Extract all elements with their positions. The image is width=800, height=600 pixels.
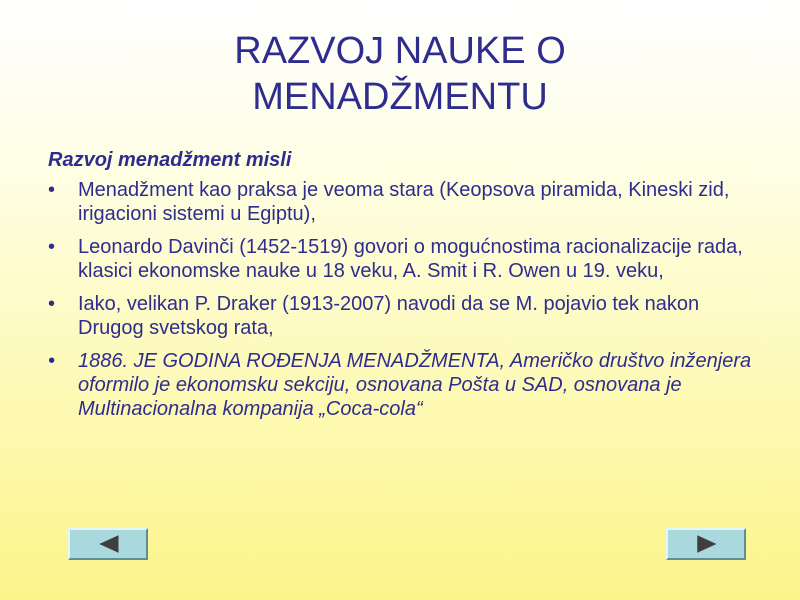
left-arrow-icon: [70, 530, 146, 558]
bullet-dot-icon: •: [48, 236, 56, 258]
slide-content: [48, 146, 768, 430]
slide-subheading: Razvoj menadžment misli: [48, 149, 292, 171]
next-slide-button[interactable]: [666, 528, 746, 560]
bullet-dot-icon: •: [48, 350, 56, 372]
bullet-item: [48, 235, 768, 283]
previous-slide-button[interactable]: [68, 528, 148, 560]
slide-title-line-2: MENADŽMENTU: [252, 76, 548, 118]
right-arrow-icon: [668, 530, 744, 558]
bullet-dot-icon: •: [48, 293, 56, 315]
bullet-item: [48, 292, 768, 340]
bullet-item: [48, 349, 768, 421]
bullet-text: Iako, velikan P. Draker (1913-2007) navodi da se M. pojavio tek nakon Drugog svetskog rata,: [78, 293, 700, 339]
bullet-list: [48, 178, 768, 421]
bullet-dot-icon: •: [48, 179, 56, 201]
bullet-text: Menadžment kao praksa je veoma stara (Keopsova piramida, Kineski zid, irigacioni sistemi u Egiptu),: [78, 179, 730, 225]
bullet-item: [48, 178, 768, 226]
slide-title-line-1: RAZVOJ NAUKE O: [234, 30, 566, 72]
slide-title: [0, 28, 800, 120]
bullet-text: 1886. JE GODINA ROĐENJA MENADŽMENTA, Američko društvo inženjera oformilo je ekonomsku sekciju, osnovana Pošta u SAD, osnovana je Multinacionalna kompanija „Coca-cola“: [78, 350, 752, 420]
bullet-text: Leonardo Davinči (1452-1519) govori o mogućnostima racionalizacije rada, klasici ekonomske nauke u 18 veku, A. Smit i R. Owen u 19. veku,: [78, 236, 743, 282]
